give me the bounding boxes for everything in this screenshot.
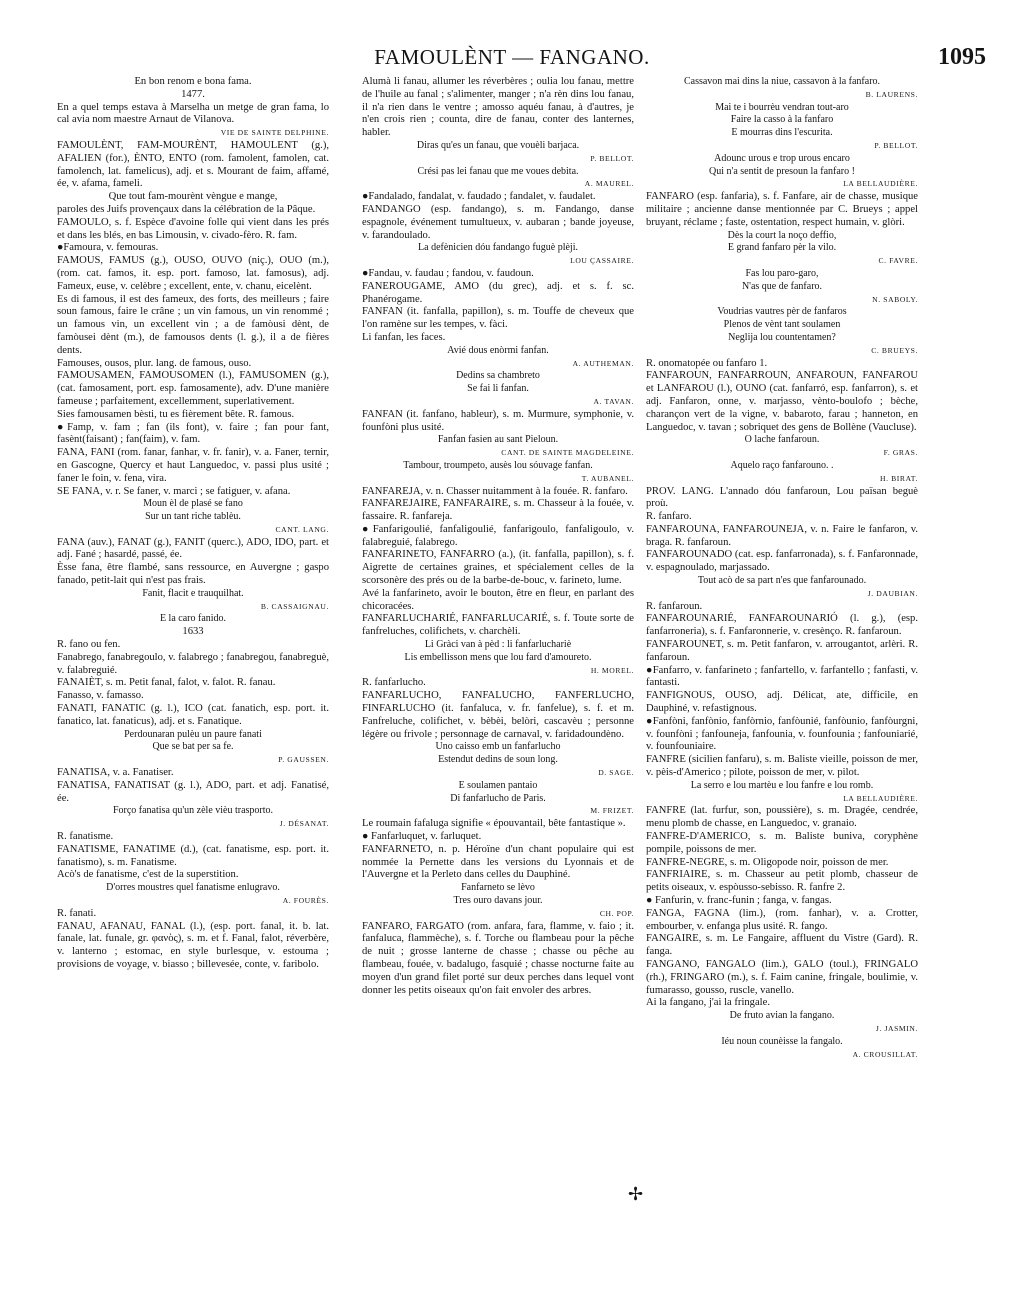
quotation-line: Mai te i bourrèu vendran tout-aro <box>715 101 849 113</box>
entry-paragraph: FANFAROUN, FANFARROUN, ANFAROUN, FANFAROU et LANFAROU (l.), OUNO (cat. fanfarró, esp. fanfarron), s. et adj. Fanfaron, onne, v. marjasso, vènto-boulofo ; bèche, charançon vert de la vigne, v. babaroto, farau ; hanneton, en Languedoc, v. tavan ; sobriquet des gens de Bollène (Vaucluse). <box>646 370 918 433</box>
centered-line: 1633 <box>182 626 204 638</box>
entry-paragraph: FANFARINETO, FANFARRO (a.), (it. fanfalla, papillon), s. f. Aigrette de certaines graines, et spécialement celles de la scorsonère des prés ou de la barbe-de-bouc, v. farineto, lume. <box>362 549 634 587</box>
quotation-line: N'as que de fanfaro. <box>741 280 823 292</box>
entry-paragraph: ●Famoura, v. femouras. <box>57 242 159 254</box>
citation-source: VIE DE SAINTE DELPHINE. <box>220 128 329 138</box>
quotation-line: Dedins sa chambreto <box>456 370 540 382</box>
entry-paragraph: FANAU, AFANAU, FANAL (l.), (esp. port. fanal, it. b. lat. fanale, lat. funale, gr. φανὸς), s. m. et f. Fanal, falot, réverbère, v. lanterno ; estomac, en style burlesque, v. estouma ; provisions de voyage, v. biasso ; billevesée, conte, v. faribolo. <box>57 920 329 970</box>
citation-source: C. FAVRE. <box>878 256 918 266</box>
entry-paragraph: paroles des Juifs provençaux dans la célébration de la Pâque. <box>57 203 316 215</box>
citation-source: D. SAGE. <box>598 768 634 778</box>
entry-paragraph: FANATISA, v. a. Fanatiser. <box>57 767 174 779</box>
entry-paragraph: Es di famous, il est des fameux, des forts, des meilleurs ; faire soun famous, faire le crâne ; un vin famous, un vin renommé ; un famous vin, un excellent vin ; a de famòusi dènt, de famòusei dènt (m.), de famousos dents (l. g.), il a de fières dents. <box>57 293 329 356</box>
entry-paragraph: Famouses, ousos, plur. lang. de famous, ouso. <box>57 357 252 369</box>
quotation-line: Forço fanatisa qu'un zèle vièu trasporto. <box>112 805 274 817</box>
entry-paragraph: FANFAREJAIRE, FANFARAIRE, s. m. Chasseur à la fouée, v. fassaire. R. fanfareja. <box>362 498 634 523</box>
entry-paragraph: FANEROUGAME, AMO (du grec), adj. et s. f. sc. Phanérogame. <box>362 280 634 305</box>
entry-paragraph: FANAIÈT, s. m. Petit fanal, falot, v. falot. R. fanau. <box>57 677 276 689</box>
entry-paragraph: R. fanati. <box>57 907 97 919</box>
entry-paragraph: FANGAIRE, s. m. Le Fangaire, affluent du Vistre (Gard). R. fanga. <box>646 933 918 958</box>
entry-paragraph: FANFARO (esp. fanfaria), s. f. Fanfare, air de chasse, musique militaire ; ancienne danse mentionnée par C. Brueys ; appel bruyant, réclame ; faste, ostentation, respect humain, v. glòri. <box>646 191 918 228</box>
centered-line: 1477. <box>181 88 205 100</box>
entry-paragraph: FAMOULÈNT, FAM-MOURÈNT, HAMOULENT (g.), AFALIEN (for.), ÈNTO, ENTO (rom. famolent, famolen, cat. famolench, lat. famelicus), adj. et s. Mourant de faim, affamé, ée, v. afama, fameli. <box>57 139 329 190</box>
column-right <box>646 76 918 1061</box>
citation-source: B. LAURENS. <box>865 89 918 99</box>
citation-source: H. BIRAT. <box>880 473 918 483</box>
quotation-line: Fanit, flacit e trauquilhat. <box>142 587 244 599</box>
quotation-line: E la caro fanido. <box>159 613 227 625</box>
citation-source: F. GRAS. <box>883 448 918 458</box>
entry-paragraph: FANFAROUNADO (cat. esp. fanfarronada), s. f. Fanfaronnade, v. espagnoulado, marjassado. <box>646 549 918 574</box>
citation-source: CANT. LANG. <box>275 524 329 534</box>
entry-paragraph: ●Fanfarro, v. fanfarineto ; fanfartello, v. farfantello ; fanfasti, v. fantasti. <box>646 664 918 689</box>
entry-paragraph: Alumà li fanau, allumer les réverbères ; oulia lou fanau, mettre de l'huile au fanal ; s'alimenter, manger ; n'a rèn dins lou fanau, il n'a rien dans le ventre ; amosso aquéu fanau, à d'autres, je n'en crois rien ; counta, dire de fanau, conter des lanternes, habler. <box>362 76 634 139</box>
entry-paragraph: FAMOUS, FAMUS (g.), OUSO, OUVO (niç.), OUO (m.), (rom. cat. famos, it. esp. port. famoso, lat. famosus), adj. Fameux, euse, v. celèbre ; excellent, ente, v. chanu, eicelènt. <box>57 255 329 292</box>
margin-marker-icon: ✢ <box>628 1184 644 1204</box>
quotation-line: Fanfarneto se lèvo <box>461 882 535 894</box>
quotation-line: O lache fanfaroun. <box>744 434 820 446</box>
entry-paragraph: FANFAROUNARIÉ, FANFAROUNARIÓ (l. g.), (esp. fanfarroneria), s. f. Fanfaronnerie, v. cresènço. R. fanfaroun. <box>646 613 918 638</box>
quotation-line: Faire la casso à la fanfaro <box>730 114 834 126</box>
centered-line: Que tout fam-mourènt vèngue e mange, <box>108 191 278 203</box>
quotation-line: Neglija lou countentamen? <box>728 331 836 343</box>
entry-paragraph: FANFAREJA, v. n. Chasser nuitamment à la fouée. R. fanfaro. <box>362 485 628 497</box>
quotation-line: Tres ouro davans jour. <box>453 895 543 906</box>
citation-source: A. CROUSILLAT. <box>852 1049 918 1059</box>
quotation-line: Fas lou paro-garo, <box>745 267 819 279</box>
citation-source: H. MOREL. <box>590 665 634 675</box>
quotation-line: La defènicien dóu fandango fuguè plèji. <box>418 242 578 254</box>
entry-paragraph: FANGANO, FANGALO (lim.), GALO (toul.), FRINGALO (rh.), FRINGARO (m.), s. f. Faim canine, fringale, boulimie, v. fumarasso, gousso, ruscle, vanello. <box>646 958 918 996</box>
quotation-line: Crési pas lei fanau que me voues debita. <box>417 165 579 177</box>
entry-paragraph: ●Fanfarigoulié, fanfaligoulié, fanfarigoulo, fanfaligoulo, v. falabreguié, falabrego. <box>362 523 634 548</box>
quotation-line: Plenos de vènt tant soulamen <box>723 319 841 331</box>
entry-paragraph: FANFARLUCHO, FANFALUCHO, FANFERLUCHO, FINFARLUCHO (it. fanfaluca, v. fr. fanfelue), s. f. et m. Fanfreluche, colifichet, v. bèbèi, belòri, cascavèu ; personne légère ou frivole ; personnage de carnaval, v. faridadoundèno. <box>362 690 634 740</box>
entry-paragraph: R. fanatisme. <box>57 831 114 843</box>
entry-paragraph: ● Fanfurin, v. franc-funin ; fanga, v. fangas. <box>646 895 832 906</box>
entry-paragraph: FANFARLUCHARIÉ, FANFARLUCARIÉ, s. f. Toute sorte de fanfreluches, colifichets, v. charchèli. <box>362 613 634 638</box>
entry-paragraph: Le roumain fafaluga signifie « épouvantail, bête fantastique ». <box>362 818 626 830</box>
citation-source: P. BELLOT. <box>874 140 918 150</box>
entry-paragraph: FANFARO, FARGATO (rom. anfara, fara, flamme, v. faio ; it. fanfaluca, flammèche), s. f. Torche ou flambeau pour la pêche de nuit ; grosse lanterne de chasse ; chasse ou pêche au flambeau, fouée, v. badalugo, fasquié ; chasse nocturne faite au moyen d'un grand filet porté sur deux perches dans lequel vont donner les petits oiseaux qu'on fait envoler des arbres. <box>362 920 634 996</box>
entry-paragraph: R. fano ou fen. <box>57 639 121 651</box>
entry-paragraph: FANA, FANI (rom. fanar, fanhar, v. fr. fanir), v. a. Faner, ternir, en Gascogne, Quercy et haut Languedoc, v. passi plus usité ; faner le foin, v. fena, vira. <box>57 447 329 484</box>
quotation-line: Cassavon mai dins la niue, cassavon à la fanfaro. <box>683 76 881 87</box>
quotation-line: Moun èl de plasé se fano <box>143 498 243 510</box>
quotation-line: Que se bat per sa fe. <box>152 741 234 753</box>
quotation-line: Se fai li fanfan. <box>467 383 529 395</box>
entry-paragraph: ●Fandalado, fandalat, v. faudado ; fandalet, v. faudalet. <box>362 191 596 203</box>
quotation-line: Diras qu'es un fanau, que vouèli barjaca. <box>416 139 580 151</box>
entry-paragraph: PROV. LANG. L'annado dóu fanfaroun, Lou païsan beguè proù. <box>646 485 918 510</box>
citation-source: T. AUBANEL. <box>581 473 634 483</box>
quotation-line: E soulamen pantaio <box>458 779 538 791</box>
entry-paragraph: Avé la fanfarineto, avoir le bouton, être en fleur, en parlant des chicoracées. <box>362 587 634 612</box>
citation-source: A. TAVAN. <box>593 396 634 406</box>
quotation-line: Voudrias vautres pèr de fanfaros <box>717 306 847 318</box>
citation-source: CH. POP. <box>599 908 634 918</box>
citation-source: CANT. DE SAINTE MAGDELEINE. <box>501 448 634 458</box>
quotation-line: Qui n'a sentit de presoun la fanfaro ! <box>709 165 855 177</box>
quotation-line: Avié dous enòrmi fanfan. <box>447 344 549 356</box>
entry-paragraph: FANFRE (sicilien fanfaru), s. m. Baliste vieille, poisson de mer, v. pèis-d'Americo ; pilote, poisson de mer, v. pilot. <box>646 754 918 779</box>
quotation-line: Tambour, troumpeto, ausès lou sóuvage fanfan. <box>403 459 593 471</box>
entry-paragraph: FANGA, FAGNA (lim.), (rom. fanhar), v. a. Crotter, embourber, v. enfanga plus usité. R. fango. <box>646 907 918 932</box>
entry-paragraph: FANATI, FANATIC (g. l.), ICO (cat. fanatich, esp. port. it. fanatico, lat. fanaticus), adj. et s. Fanatique. <box>57 703 329 727</box>
entry-paragraph: FANFRE-D'AMERICO, s. m. Baliste buniva, coryphène pompile, poissons de mer. <box>646 831 918 855</box>
entry-paragraph: En a quel temps estava à Marselha un metge de gran fama, lo cal avia nom maestre Arnaut de Vilanova. <box>57 101 329 126</box>
quotation-line: Adounc urous e trop urous encaro <box>714 152 850 164</box>
entry-paragraph: FANFAN (it. fanfalla, papillon), s. m. Touffe de cheveux que l'on ramène sur les tempes, v. fàci. <box>362 306 634 331</box>
citation-source: P. GAUSSEN. <box>278 755 329 765</box>
citation-source: B. CASSAIGNAU. <box>260 601 329 611</box>
entry-paragraph: ●Fanfòni, fanfònio, fanfòrnio, fanfòunié, fanfòunio, fanfòurgni, v. founfòni ; fanfouneja, fanfounia, v. founfounia ; fanfouniarié, v. founfouniaire. <box>646 715 918 753</box>
entry-paragraph: ●Fandau, v. faudau ; fandou, v. faudoun. <box>362 267 534 279</box>
entry-paragraph: R. fanfarlucho. <box>362 677 426 689</box>
quotation-line: La serro e lou martèu e lou fanfre e lou romb. <box>690 779 874 791</box>
entry-paragraph: FANFAROUNET, s. m. Petit fanfaron, v. arrougantot, arlèri. R. fanfaroun. <box>646 639 918 663</box>
citation-source: M. FRIZET. <box>590 806 634 816</box>
quotation-line: Uno caisso emb un fanfarlucho <box>435 741 561 753</box>
entry-paragraph: Sies famousamen bèsti, tu es fièrement bête. R. famous. <box>57 408 295 420</box>
citation-source: J. JASMIN. <box>875 1023 918 1033</box>
entry-paragraph: FANATISME, FANATIME (d.), (cat. fanatisme, esp. port. it. fanatismo), s. m. Fanatisme. <box>57 843 329 868</box>
quotation-line: Aquelo raço fanfarouno. . <box>730 459 834 471</box>
entry-paragraph: Fanabrego, fanabregoulo, v. falabrego ; fanabregou, fanabreguè, v. falabreguié. <box>57 651 329 676</box>
entry-paragraph: ●Famp, v. fam ; fan (ils font), v. faire ; fan pour fant, fasènt(faisant) ; fan(faim), v. fam. <box>57 421 329 446</box>
citation-source: J. DAUBIAN. <box>867 588 918 598</box>
citation-source: N. SABOLY. <box>872 294 918 304</box>
entry-paragraph: FANFRIAIRE, s. m. Chasseur au petit plomb, chasseur de petits oiseaux, v. espòusso-sebisso. R. fanfre 2. <box>646 869 918 894</box>
entry-paragraph: Acò's de fanatisme, c'est de la superstition. <box>57 869 239 881</box>
quotation-line: Sur un tant riche tablèu. <box>145 511 241 523</box>
column-left <box>57 76 329 972</box>
entry-paragraph: R. fanfaroun. <box>646 600 703 612</box>
quotation-line: Tout acò de sa part n'es que fanfarounado. <box>697 575 867 587</box>
entry-paragraph: FANATISA, FANATISAT (g. l.), ADO, part. et adj. Fanatisé, ée. <box>57 779 329 804</box>
citation-source: A. AUTHEMAN. <box>572 358 634 368</box>
page-number: 1095 <box>938 44 986 70</box>
citation-source: A. MAUREL. <box>584 179 634 189</box>
citation-source: C. BRUEYS. <box>871 345 918 355</box>
entry-paragraph: FANDANGO (esp. fandango), s. m. Fandango, danse espagnole, événement tumultueux, v. aubaran ; bande joyeuse, v. farandoulado. <box>362 203 634 241</box>
running-title: FAMOULÈNT — FANGANO. <box>374 45 650 69</box>
quotation-line: Lis embellisson mens que lou fard d'amoureto. <box>404 651 592 663</box>
entry-paragraph: FANFRE (lat. furfur, son, poussière), s. m. Dragée, cendrée, menu plomb de chasse, en Languedoc, v. granaio. <box>646 805 918 830</box>
entry-paragraph: FAMOULO, s. f. Espèce d'avoine folle qui vient dans les prés et dans les blés, en bas Limousin, v. civado-fèro. R. fam. <box>57 216 329 241</box>
quotation-line: Estendut dedins de soun long. <box>438 754 558 766</box>
entry-paragraph: FAMOUSAMEN, FAMOUSOMEN (l.), FAMUSOMEN (g.), (cat. famosament, port. esp. famosamente), adv. D'une manière fameuse ; parfaitement, excellemment, superlativement. <box>57 370 329 407</box>
entry-paragraph: SE FANA, v. r. Se faner, v. marci ; se fatiguer, v. afana. <box>57 485 291 497</box>
entry-paragraph: Fanasso, v. famasso. <box>57 690 144 702</box>
entry-paragraph: FANFAROUNA, FANFAROUNEJA, v. n. Faire le fanfaron, v. braga. R. fanfaroun. <box>646 523 918 548</box>
citation-source: LA BELLAUDIÈRE. <box>843 793 918 803</box>
entry-paragraph: R. fanfaro. <box>646 511 692 523</box>
quotation-line: E grand fanfaro pèr la vilo. <box>727 242 837 254</box>
citation-source: LA BELLAUDIÈRE. <box>843 179 918 189</box>
quotation-line: Fanfan fasien au sant Pieloun. <box>437 434 559 446</box>
quotation-line: Perdounaran pulèu un paure fanati <box>124 728 262 740</box>
quotation-line: Li Gràci van à pèd : li fanfarluchariè <box>424 639 572 651</box>
entry-paragraph: FANFAN (it. fanfano, hableur), s. m. Murmure, symphonie, v. founfòni plus usité. <box>362 408 634 433</box>
entry-paragraph: R. onomatopée ou fanfaro 1. <box>646 357 768 369</box>
quotation-line: Iéu noun counèisse la fangalo. <box>721 1035 843 1047</box>
citation-source: J. DÉSANAT. <box>279 819 329 829</box>
citation-source: A. FOURÈS. <box>282 896 329 905</box>
citation-source: LOU ÇASSAIRE. <box>570 256 634 266</box>
quotation-line: Dès la court la noço deffio, <box>727 229 837 241</box>
entry-paragraph: FANA (auv.), FANAT (g.), FANIT (querc.), ADO, IDO, part. et adj. Fané ; hasardé, passé, ée. <box>57 536 329 561</box>
column-middle <box>362 76 634 997</box>
entry-paragraph: ● Fanfarluquet, v. farluquet. <box>362 831 482 843</box>
entry-paragraph: FANFIGNOUS, OUSO, adj. Délicat, ate, difficile, en Dauphiné, v. refastignous. <box>646 690 918 715</box>
quotation-line: D'orres moustres quel fanatisme enlugravo. <box>106 882 280 894</box>
quotation-line: De fruto avian la fangano. <box>729 1010 835 1022</box>
quotation-line: E mourras dins l'escurita. <box>731 127 833 139</box>
quotation-line: Di fanfarlucho de Paris. <box>450 792 546 804</box>
centered-line: En bon renom e bona fama. <box>134 76 252 87</box>
entry-paragraph: Li fanfan, les faces. <box>362 331 446 343</box>
entry-paragraph: Èsse fana, être flambé, sans ressource, en Auvergne ; gaspo fanado, petit-lait qui n'est pas frais. <box>57 562 329 587</box>
entry-paragraph: FANFARNETO, n. p. Héroïne d'un chant populaire qui est nommée la Pernette dans les versions du Lyonnais et de l'Auvergne et la Perleto dans celles du Dauphiné. <box>362 843 634 881</box>
entry-paragraph: Ai la fangano, j'ai la fringale. <box>646 997 770 1009</box>
entry-paragraph: FANFRE-NEGRE, s. m. Oligopode noir, poisson de mer. <box>646 856 889 868</box>
citation-source: P. BELLOT. <box>590 153 634 163</box>
